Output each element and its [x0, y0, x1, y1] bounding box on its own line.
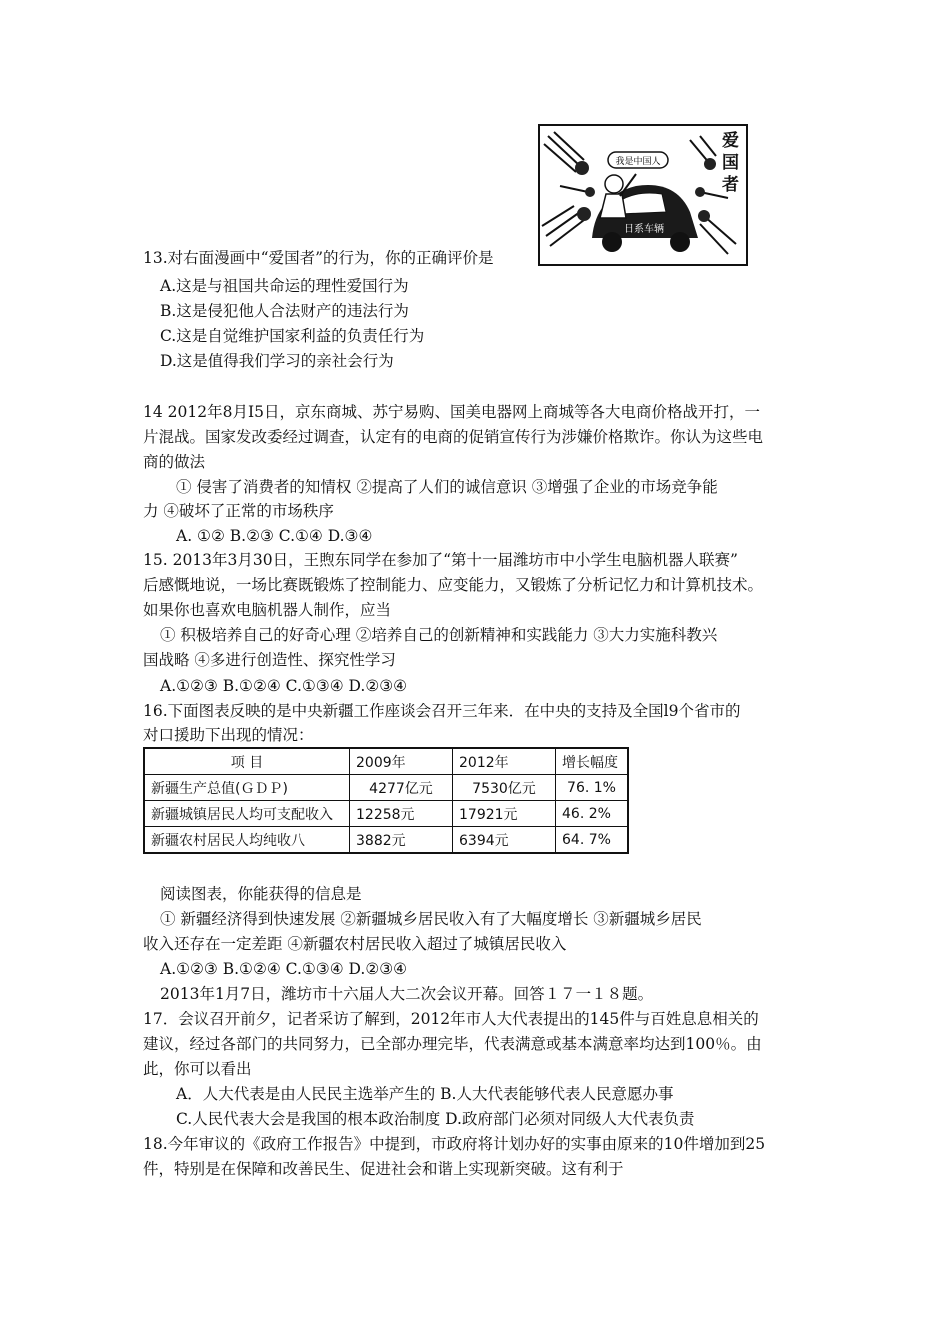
q15-line: 后感慨地说，一场比赛既锻炼了控制能力、应变能力，又锻炼了分析记忆力和计算机技术。	[143, 576, 764, 594]
q14-line: 商的做法	[143, 453, 206, 471]
q17-line: 建议，经过各部门的共同努力，已全部办理完毕，代表满意或基本满意率均达到100％。由	[143, 1035, 762, 1053]
table-row	[144, 801, 628, 827]
table-row	[144, 775, 628, 801]
cartoon-image	[538, 124, 748, 266]
table-header-cell: 2009年	[350, 748, 453, 775]
q15-answers: A.①②③ B.①②④ C.①③④ D.②③④	[160, 677, 408, 695]
q17-options-ab: A．人大代表是由人民民主选举产生的 B.人大代表能够代表人民意愿办事	[176, 1085, 674, 1103]
table-header-row	[144, 748, 628, 775]
q17-line: 此，你可以看出	[143, 1060, 252, 1078]
table-header-cell: 项 目	[144, 748, 350, 775]
table-cell: 17921元	[453, 801, 556, 827]
table-cell: 新疆生产总值(ＧＤＰ)	[144, 775, 350, 801]
cartoon-sign-text: 我是中国人	[615, 157, 661, 167]
table-cell: 12258元	[350, 801, 453, 827]
q14-line: 力 ④破坏了正常的市场秩序	[143, 502, 334, 520]
cartoon-car-text: 日系车辆	[624, 224, 664, 235]
q14-line: 片混战。国家发改委经过调查，认定有的电商的促销宣传行为涉嫌价格欺诈。你认为这些电	[143, 428, 764, 446]
data-table	[143, 747, 629, 854]
q16-line: 16.下面图表反映的是中央新疆工作座谈会召开三年来．在中央的支持及全国l9个省市的	[143, 702, 741, 720]
q14-answers: A. ①② B.②③ C.①④ D.③④	[176, 527, 373, 545]
q14-line: ① 侵害了消费者的知情权 ②提高了人们的诚信意识 ③增强了企业的市场竞争能	[176, 478, 718, 496]
q18-line: 18.今年审议的《政府工作报告》中提到，市政府将计划办好的实事由原来的10件增加到25	[143, 1135, 766, 1153]
q13-option-d: D.这是值得我们学习的亲社会行为	[160, 352, 394, 370]
q16-prompt: 阅读图表，你能获得的信息是	[160, 885, 362, 903]
table-cell: 新疆农村居民人均纯收八	[144, 827, 350, 854]
table-row	[144, 827, 628, 854]
q18-line: 件，特别是在保障和改善民生、促进社会和谐上实现新突破。这有利于	[143, 1160, 624, 1178]
q15-line: 国战略 ④多进行创造性、探究性学习	[143, 651, 396, 669]
table-cell: 3882元	[350, 827, 453, 854]
q15-line: 如果你也喜欢电脑机器人制作，应当	[143, 601, 392, 619]
q16-answers: A.①②③ B.①②④ C.①③④ D.②③④	[160, 960, 408, 978]
cartoon-side-title: 爱国者	[722, 131, 739, 195]
table-header-cell: 2012年	[453, 748, 556, 775]
q17-options-cd: C.人民代表大会是我国的根本政治制度 D.政府部门必须对同级人大代表负责	[176, 1110, 695, 1128]
q16-line: ① 新疆经济得到快速发展 ②新疆城乡居民收入有了大幅度增长 ③新疆城乡居民	[160, 910, 702, 928]
table-cell: 6394元	[453, 827, 556, 854]
table-cell: 64. 7%	[556, 827, 629, 854]
table-cell: 新疆城镇居民人均可支配收入	[144, 801, 350, 827]
table-cell: 46. 2%	[556, 801, 629, 827]
table-cell: 76. 1%	[556, 775, 629, 801]
q13-option-c: C.这是自觉维护国家利益的负责任行为	[160, 327, 425, 345]
q14-line: 14 2012年8月I5日，京东商城、苏宁易购、国美电器网上商城等各大电商价格战开打，一	[143, 403, 760, 421]
table-cell: 7530亿元	[453, 775, 556, 801]
cartoon-drawing	[540, 126, 746, 264]
q15-line: 15. 2013年3月30日，王煦东同学在参加了“第十一届潍坊市中小学生电脑机器人联赛”	[143, 551, 738, 569]
q15-line: ① 积极培养自己的好奇心理 ②培养自己的创新精神和实践能力 ③大力实施科教兴	[160, 626, 718, 644]
table-cell: 4277亿元	[350, 775, 453, 801]
q13-option-a: A.这是与祖国共命运的理性爱国行为	[160, 277, 409, 295]
q16-line: 对口援助下出现的情况：	[143, 726, 314, 744]
table-header-cell: 增长幅度	[556, 748, 629, 775]
q16-line: 收入还存在一定差距 ④新疆农村居民收入超过了城镇居民收入	[143, 935, 567, 953]
q13-stem: 13.对右面漫画中“爱国者”的行为，你的正确评价是	[143, 249, 494, 267]
q13-option-b: B.这是侵犯他人合法财产的违法行为	[160, 302, 409, 320]
q17-line: 17．会议召开前夕，记者采访了解到，2012年市人大代表提出的145件与百姓息息相关的	[143, 1010, 759, 1028]
section-intro: 2013年1月7日，潍坊市十六届人大二次会议开幕。回答１７一１８题。	[160, 985, 654, 1003]
